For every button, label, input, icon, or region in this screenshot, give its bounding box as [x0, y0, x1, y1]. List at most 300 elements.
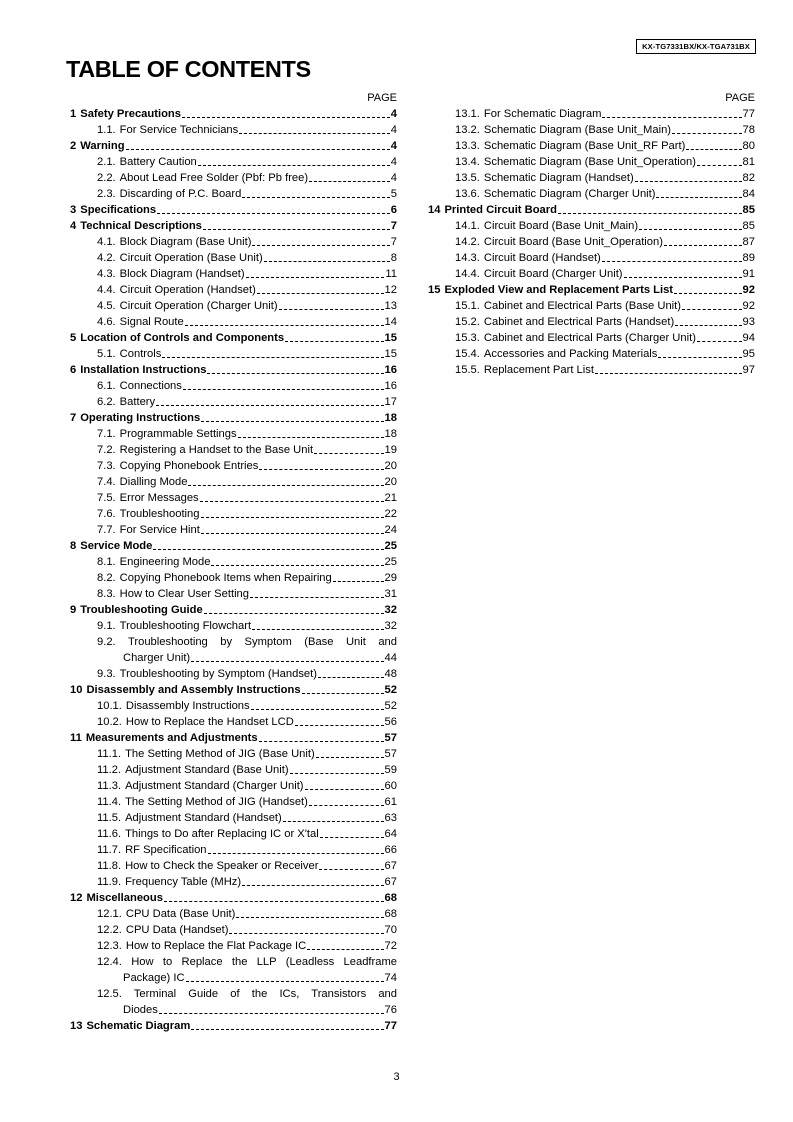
toc-entry-page: 97 [742, 364, 755, 376]
toc-entry-row [97, 378, 397, 394]
toc-entry-body [70, 1018, 397, 1034]
toc-entry-page: 94 [742, 332, 755, 344]
toc-entry[interactable] [428, 170, 755, 186]
toc-entry-title: Error Messages [119, 492, 199, 504]
toc-entry[interactable] [70, 426, 397, 442]
toc-entry[interactable] [70, 506, 397, 522]
toc-entry[interactable] [70, 730, 397, 746]
toc-entry-second-line [70, 970, 397, 986]
toc-entry[interactable] [70, 154, 397, 170]
dot-leader [290, 773, 384, 774]
toc-entry-page: 22 [384, 508, 397, 520]
toc-entry-body [70, 906, 397, 922]
toc-entry-body [70, 298, 397, 314]
toc-entry-row [97, 170, 397, 186]
toc-entry-title: Adjustment Standard (Charger Unit) [125, 780, 304, 792]
toc-entry-page: 5 [390, 188, 397, 200]
dot-leader [318, 677, 384, 678]
toc-entry[interactable] [428, 186, 755, 202]
toc-entry-row [97, 778, 397, 794]
toc-entry-title: Troubleshooting by Symptom (Handset) [119, 668, 317, 680]
toc-entry-row [97, 394, 397, 410]
toc-entry-title: Accessories and Packing Materials [483, 348, 658, 360]
toc-entry-row [70, 602, 397, 618]
toc-entry-page: 84 [742, 188, 755, 200]
toc-entry-row [70, 330, 397, 346]
toc-entry-title: Miscellaneous [86, 892, 163, 904]
toc-entry-title: How to Clear User Setting [119, 588, 250, 600]
dot-leader [656, 197, 741, 198]
toc-entry-row [97, 458, 397, 474]
toc-entry-row [97, 554, 397, 570]
toc-entry-row [455, 106, 755, 122]
toc-entry-page: 67 [384, 860, 397, 872]
toc-entry-page: 57 [384, 748, 397, 760]
dot-leader [229, 933, 383, 934]
toc-entry-title: Block Diagram (Handset) [119, 268, 245, 280]
toc-entry[interactable] [70, 794, 397, 810]
toc-entry[interactable] [428, 362, 755, 378]
toc-entry-title: How to Replace the Handset LCD [125, 716, 294, 728]
toc-entry-title: Dialling Mode [119, 476, 188, 488]
toc-entry-number: 4.3. [97, 268, 116, 280]
toc-entry-page: 25 [384, 540, 397, 552]
toc-entry[interactable] [70, 410, 397, 426]
toc-entry-row [455, 138, 755, 154]
toc-entry-body [70, 746, 397, 762]
dot-leader [126, 149, 390, 150]
toc-entry-title: RF Specification [125, 844, 207, 856]
toc-entry[interactable] [428, 106, 755, 122]
toc-entry[interactable] [70, 202, 397, 218]
toc-entry-title: CPU Data (Base Unit) [125, 908, 236, 920]
toc-entry-title: Replacement Part List [483, 364, 594, 376]
dot-leader [639, 229, 741, 230]
toc-entry[interactable] [428, 218, 755, 234]
toc-entry-title: Troubleshooting [119, 508, 200, 520]
toc-entry-body [70, 762, 397, 778]
toc-entry[interactable] [70, 762, 397, 778]
toc-entry[interactable] [70, 362, 397, 378]
toc-entry-row [97, 234, 397, 250]
toc-entry[interactable] [70, 954, 397, 986]
dot-leader [156, 405, 383, 406]
toc-entry-body [70, 410, 397, 426]
dot-leader [191, 661, 383, 662]
toc-entry[interactable] [428, 122, 755, 138]
toc-entry-page: 61 [384, 796, 397, 808]
toc-entry-body [70, 922, 397, 938]
toc-entry-title: Printed Circuit Board [444, 204, 557, 216]
toc-entry-page: 25 [384, 556, 397, 568]
dot-leader [191, 1029, 383, 1030]
toc-entry[interactable] [428, 138, 755, 154]
toc-entry-title: Cabinet and Electrical Parts (Charger Unit) [483, 332, 696, 344]
toc-entry-page: 4 [390, 124, 397, 136]
toc-entry[interactable] [70, 314, 397, 330]
dot-leader [242, 197, 389, 198]
toc-entry-row [97, 570, 397, 586]
toc-entry-row [97, 186, 397, 202]
toc-entry-page: 78 [742, 124, 755, 136]
toc-entry-number: 11.1. [97, 748, 122, 760]
toc-entry-body [70, 938, 397, 954]
dot-leader [302, 693, 384, 694]
dot-leader [242, 885, 383, 886]
toc-entry[interactable] [70, 298, 397, 314]
toc-entry[interactable] [70, 682, 397, 698]
toc-entry-page: 68 [384, 892, 397, 904]
toc-entry[interactable] [70, 490, 397, 506]
toc-entry-title: Disassembly Instructions [125, 700, 250, 712]
toc-entry-page: 32 [384, 604, 397, 616]
toc-entry[interactable] [70, 778, 397, 794]
toc-entry-title: Frequency Table (MHz) [125, 876, 242, 888]
toc-entry-row [97, 762, 397, 778]
dot-leader [185, 325, 384, 326]
toc-entry-row [70, 410, 397, 426]
toc-entry-title: Service Mode [80, 540, 153, 552]
dot-leader [316, 757, 384, 758]
toc-entry-number: 3 [70, 204, 77, 216]
toc-entry-number: 9.2. [97, 636, 116, 648]
toc-entry-title: Safety Precautions [80, 108, 181, 120]
toc-entry-title: Circuit Board (Base Unit_Operation) [483, 236, 663, 248]
toc-entry-page: 8 [390, 252, 397, 264]
toc-entry-number: 5 [70, 332, 77, 344]
toc-entry-number: 12 [70, 892, 83, 904]
toc-entry-page: 82 [742, 172, 755, 184]
toc-entry-row [70, 890, 397, 906]
toc-entry-row [97, 842, 397, 858]
toc-entry-title: Troubleshooting by Symptom (Base Unit and [127, 636, 397, 648]
toc-entry-title: CPU Data (Handset) [125, 924, 229, 936]
toc-entry[interactable] [70, 698, 397, 714]
toc-entry-number: 6 [70, 364, 77, 376]
toc-entry-body [70, 570, 397, 586]
toc-entry-first-line [70, 986, 397, 1002]
toc-entry-title: Measurements and Adjustments [85, 732, 258, 744]
toc-entry[interactable] [70, 474, 397, 490]
toc-entry-number: 14.2. [455, 236, 480, 248]
dot-leader [201, 517, 384, 518]
toc-entry-number: 1.1. [97, 124, 116, 136]
toc-entry[interactable] [70, 138, 397, 154]
toc-entry-number: 4.4. [97, 284, 116, 296]
toc-entry[interactable] [428, 346, 755, 362]
toc-entry[interactable] [70, 938, 397, 954]
toc-entry-body [70, 330, 397, 346]
toc-column-left [70, 90, 397, 1034]
toc-entry-number: 8 [70, 540, 77, 552]
toc-entry-title: Circuit Operation (Charger Unit) [119, 300, 278, 312]
toc-entry[interactable] [428, 314, 755, 330]
toc-entry-title: Engineering Mode [119, 556, 211, 568]
toc-entry-title: Circuit Operation (Handset) [119, 284, 256, 296]
toc-entry[interactable] [428, 154, 755, 170]
toc-entry-body [428, 362, 755, 378]
toc-entry-row [428, 202, 755, 218]
toc-entry-page: 13 [384, 300, 397, 312]
toc-entry-number: 11.9. [97, 876, 122, 888]
toc-entry[interactable] [428, 266, 755, 282]
toc-entry-page: 4 [390, 140, 397, 152]
toc-entry[interactable] [70, 826, 397, 842]
toc-entry-number: 9.3. [97, 668, 116, 680]
toc-entry-number: 2.3. [97, 188, 116, 200]
toc-entry-page: 20 [384, 460, 397, 472]
toc-entry[interactable] [70, 922, 397, 938]
toc-entry[interactable] [428, 298, 755, 314]
toc-entry-number: 14.4. [455, 268, 480, 280]
toc-entry-body [70, 666, 397, 682]
toc-entry-body [70, 426, 397, 442]
dot-leader [682, 309, 742, 310]
toc-entry[interactable] [70, 378, 397, 394]
toc-entry-page: 89 [742, 252, 755, 264]
toc-entry-body [70, 138, 397, 154]
dot-leader [183, 389, 384, 390]
toc-entry-page: 24 [384, 524, 397, 536]
toc-entry-body [428, 122, 755, 138]
dot-leader [239, 133, 390, 134]
toc-entry-number: 12.4. [97, 956, 122, 968]
toc-entry-row [97, 154, 397, 170]
toc-entry-second-line [70, 650, 397, 666]
toc-entry-number: 10.1. [97, 700, 122, 712]
dot-leader [686, 149, 741, 150]
toc-entry[interactable] [70, 442, 397, 458]
toc-entry-title: How to Replace the LLP (Leadless Leadframe [131, 956, 398, 968]
toc-entry-row [70, 730, 397, 746]
toc-entry-title: Battery Caution [119, 156, 197, 168]
toc-entry-page: 16 [384, 364, 397, 376]
toc-entry-row [70, 362, 397, 378]
dot-leader [675, 325, 741, 326]
toc-entry-row [455, 362, 755, 378]
toc-entry[interactable] [70, 746, 397, 762]
toc-entry-body [70, 106, 397, 122]
toc-entry-page: 64 [384, 828, 397, 840]
toc-entry-page: 17 [384, 396, 397, 408]
dot-leader [200, 501, 384, 502]
toc-entry-page: 48 [384, 668, 397, 680]
toc-entry-number: 4.6. [97, 316, 116, 328]
toc-entry-body [70, 794, 397, 810]
toc-entry-body [70, 730, 397, 746]
toc-entry-page: 18 [384, 412, 397, 424]
toc-entry[interactable] [70, 522, 397, 538]
toc-entry-row [97, 922, 397, 938]
toc-entry[interactable] [70, 618, 397, 634]
toc-entry-title: Adjustment Standard (Base Unit) [125, 764, 289, 776]
toc-entry[interactable] [70, 234, 397, 250]
toc-entry-body [428, 218, 755, 234]
toc-entry-page: 52 [384, 684, 397, 696]
toc-entry-body [70, 170, 397, 186]
toc-entry-body [428, 330, 755, 346]
toc-entry-body [70, 698, 397, 714]
toc-entry-page: 11 [385, 268, 397, 280]
toc-entry-row [97, 586, 397, 602]
toc-entry[interactable] [70, 218, 397, 234]
toc-entry-body [70, 682, 397, 698]
toc-entry-title: Disassembly and Assembly Instructions [86, 684, 301, 696]
toc-entry[interactable] [70, 458, 397, 474]
toc-entry-title: Things to Do after Replacing IC or X'tal [125, 828, 319, 840]
toc-entry[interactable] [428, 250, 755, 266]
toc-entry[interactable] [70, 122, 397, 138]
toc-entry-body [70, 346, 397, 362]
toc-entry[interactable] [428, 234, 755, 250]
toc-entry-page: 16 [384, 380, 397, 392]
toc-entry[interactable] [70, 330, 397, 346]
toc-entry-title: Battery [119, 396, 156, 408]
toc-entry-title: Block Diagram (Base Unit) [119, 236, 252, 248]
toc-entry-body [428, 298, 755, 314]
toc-entry-body [70, 458, 397, 474]
dot-leader [635, 181, 742, 182]
toc-entry[interactable] [70, 810, 397, 826]
toc-entry-body [70, 778, 397, 794]
toc-entry-row [455, 186, 755, 202]
toc-entry-title: How to Check the Speaker or Receiver [125, 860, 319, 872]
toc-entry[interactable] [70, 554, 397, 570]
toc-entry-body [428, 234, 755, 250]
toc-entry-title-continued: Charger Unit) [123, 652, 191, 664]
toc-entry-row [97, 810, 397, 826]
toc-entry-page: 52 [384, 700, 397, 712]
dot-leader [252, 245, 389, 246]
toc-entry-row [455, 266, 755, 282]
toc-entry-number: 11.3. [97, 780, 122, 792]
toc-entry-number: 7.2. [97, 444, 116, 456]
toc-entry-body [70, 490, 397, 506]
toc-entry-title: Circuit Board (Base Unit_Main) [483, 220, 639, 232]
toc-entry-title: How to Replace the Flat Package IC [125, 940, 307, 952]
toc-entry[interactable] [70, 1018, 397, 1034]
toc-entry-body [70, 874, 397, 890]
toc-entry-page: 66 [384, 844, 397, 856]
toc-entry[interactable] [70, 394, 397, 410]
toc-entry-number: 14 [428, 204, 441, 216]
toc-entry-body [70, 218, 397, 234]
toc-entry[interactable] [70, 666, 397, 682]
toc-entry-page: 63 [384, 812, 397, 824]
toc-entry-row [97, 826, 397, 842]
toc-entry-title: Cabinet and Electrical Parts (Base Unit) [483, 300, 681, 312]
toc-entry[interactable] [428, 330, 755, 346]
toc-entry-number: 10.2. [97, 716, 122, 728]
dot-leader [674, 293, 742, 294]
toc-entry[interactable] [70, 602, 397, 618]
toc-entry-page: 68 [384, 908, 397, 920]
toc-entry-page: 7 [390, 236, 397, 248]
toc-entry-number: 7.4. [97, 476, 116, 488]
toc-entry-row [97, 250, 397, 266]
toc-entry-number: 12.1. [97, 908, 122, 920]
toc-entry-number: 8.3. [97, 588, 116, 600]
toc-entry-page: 32 [384, 620, 397, 632]
dot-leader [314, 453, 383, 454]
toc-entry-body [70, 714, 397, 730]
toc-entry-page: 77 [742, 108, 755, 120]
toc-entry[interactable] [70, 714, 397, 730]
toc-entry-page: 72 [384, 940, 397, 952]
toc-entry-title: The Setting Method of JIG (Base Unit) [125, 748, 315, 760]
toc-entry[interactable] [70, 250, 397, 266]
toc-entry[interactable] [70, 906, 397, 922]
dot-leader [697, 165, 742, 166]
toc-entry-page: 15 [384, 332, 397, 344]
toc-entry-page: 91 [742, 268, 755, 280]
toc-entry-page: 92 [742, 284, 755, 296]
toc-entry[interactable] [70, 346, 397, 362]
toc-entry-title: The Setting Method of JIG (Handset) [125, 796, 308, 808]
toc-entry-row [97, 282, 397, 298]
toc-entry-title: Technical Descriptions [80, 220, 202, 232]
toc-entry-body [70, 234, 397, 250]
dot-leader [664, 245, 742, 246]
toc-entry-body [70, 314, 397, 330]
toc-entry[interactable] [70, 890, 397, 906]
toc-entry-page: 95 [742, 348, 755, 360]
toc-entry-row [97, 314, 397, 330]
toc-entry-number: 1 [70, 108, 77, 120]
toc-entry[interactable] [70, 986, 397, 1018]
toc-entry-body [70, 186, 397, 202]
toc-entry[interactable] [70, 266, 397, 282]
toc-entry[interactable] [428, 282, 755, 298]
dot-leader [658, 357, 741, 358]
toc-entry[interactable] [70, 874, 397, 890]
dot-leader [250, 597, 384, 598]
toc-entry-row [455, 170, 755, 186]
toc-entry[interactable] [428, 202, 755, 218]
toc-entry-page: 60 [384, 780, 397, 792]
toc-entry-title: Circuit Operation (Base Unit) [119, 252, 263, 264]
toc-entry[interactable] [70, 634, 397, 666]
toc-entry-number: 11 [70, 732, 82, 744]
toc-entry[interactable] [70, 586, 397, 602]
toc-entry-row [97, 746, 397, 762]
toc-entry-title: Schematic Diagram (Handset) [483, 172, 634, 184]
toc-entry[interactable] [70, 186, 397, 202]
toc-entry-body [428, 202, 755, 218]
toc-entry-title: Exploded View and Replacement Parts List [444, 284, 674, 296]
toc-entry[interactable] [70, 282, 397, 298]
toc-entry-body [70, 522, 397, 538]
toc-entry-page: 80 [742, 140, 755, 152]
toc-entry[interactable] [70, 106, 397, 122]
toc-entry-page: 59 [384, 764, 397, 776]
toc-entry-body [70, 986, 397, 1018]
dot-leader [201, 421, 383, 422]
toc-entry[interactable] [70, 538, 397, 554]
toc-entry-number: 12.5. [97, 988, 122, 1000]
toc-entry-number: 15 [428, 284, 441, 296]
dot-leader [251, 709, 384, 710]
toc-entry[interactable] [70, 570, 397, 586]
toc-entry-number: 13.6. [455, 188, 480, 200]
toc-entry-body [70, 474, 397, 490]
toc-entry-number: 8.2. [97, 572, 116, 584]
toc-entry[interactable] [70, 858, 397, 874]
toc-entry-body [70, 602, 397, 618]
toc-entry[interactable] [70, 170, 397, 186]
toc-entry-body [70, 810, 397, 826]
toc-entry[interactable] [70, 842, 397, 858]
